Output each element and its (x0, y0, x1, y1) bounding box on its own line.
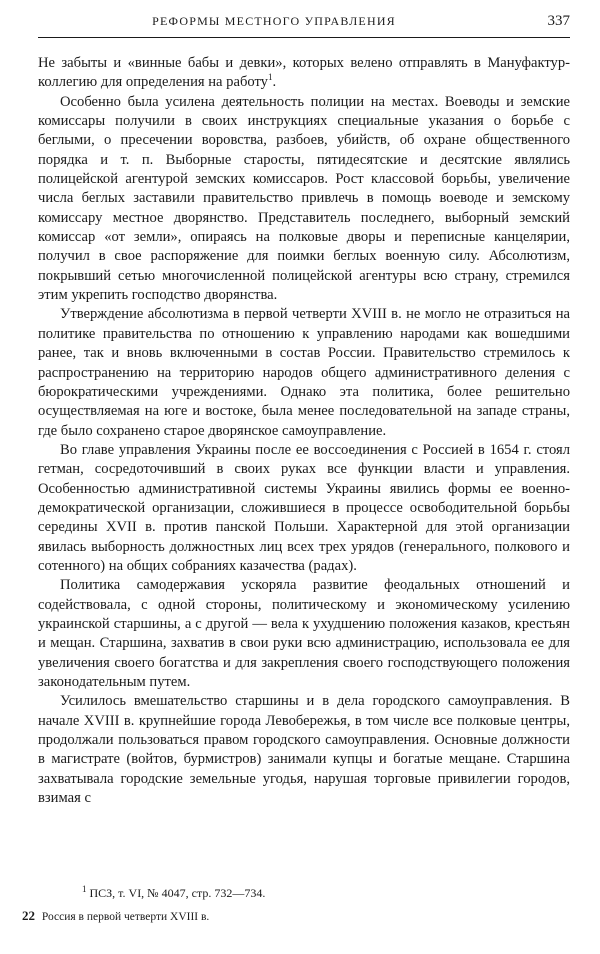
printer-signature (22, 908, 209, 924)
signature-text: Россия в первой четверти XVIII в. (41, 911, 210, 923)
paragraph: Утверждение абсолютизма в первой четверти XVIII в. не могло не отразиться на политике правительства по отношению к управлению народами как вошедшими ранее, так и вновь включенными в состав России. Правительство стремилось к распространению на территорию народов общего административного деления с бюрократическими учреждениями. Однако эта политика, более решительно осуществляемая на юге и востоке, была менее последовательной на западе страны, где было сохранено старое дворянское самоуправление. (38, 306, 570, 439)
paragraph: Особенно была усилена деятельность полиции на местах. Воеводы и земские комиссары получили в своих инструкциях специальные указания о борьбе с беглыми, о пресечении воровства, разбоев, убийств, об охране общественного порядка и т. п. Выборные старосты, пятидесятские и десятские являлись полицейской агентурой земских комиссаров. Рост классовой борьбы, увеличение числа беглых заставили правительство привлечь в помощь воеводе и земскому комиссару местное дворянство. Представитель последнего, выборный земский комиссар «от земли», опираясь на полковые дворы и переписные канцелярии, получил в свое распоряжение для поимки беглых военную силу. Абсолютизм, покрывший сетью многочисленной полицейской агентуры всю страну, стремился этим укрепить господство дворянства. (38, 93, 570, 304)
header-title: РЕФОРМЫ МЕСТНОГО УПРАВЛЕНИЯ (152, 14, 396, 28)
footnote (38, 885, 570, 901)
footnote-number: 1 (82, 884, 87, 894)
paragraph-tail: . (272, 74, 277, 91)
paragraph-text: Не забыты и «винные бабы и девки», которых велено отправлять в Мануфактур-коллегию для определения на работу (38, 55, 570, 91)
page-number: 337 (547, 13, 570, 29)
body-text (38, 54, 570, 808)
footnote-reference[interactable]: 1 (267, 72, 273, 83)
header-rule (38, 37, 570, 38)
running-header (38, 14, 570, 34)
footnote-text: ПСЗ, т. VI, № 4047, стр. 732—734. (89, 886, 266, 900)
paragraph: Политика самодержавия ускоряла развитие феодальных отношений и содействовала, с одной стороны, политическому и экономическому усилению украинской старшины, а с другой — вела к ухудшению положения казаков, крестьян и мещан. Старшина, захватив в свои руки всю администрацию, использовала ее для увеличения своего богатства и для закрепления своего господствующего положения законодательным путем. (38, 577, 570, 690)
signature-number: 22 (22, 908, 35, 923)
paragraph: Во главе управления Украины после ее воссоединения с Россией в 1654 г. стоял гетман, сосредоточивший в своих руках все функции власти и управления. Особенностью административной системы Украины явились формы ее военно-демократической организации, сложившиеся в процессе освободительной борьбы середины XVII в. против панской Польши. Характерной для этой организации явилась выборность должностных лиц всех трех урядов (генерального, полкового и сотенного) на общих собраниях казачества (радах). (38, 441, 570, 574)
paragraph (38, 54, 570, 93)
paragraph: Усилилось вмешательство старшины и в дела городского самоуправления. В начале XVIII в. крупнейшие города Левобережья, в том числе все полковые центры, продолжали пользоваться правом городского самоуправления. Основные должности в магистрате (войтов, бурмистров) занимали купцы и богатые мещане. Старшина захватывала городские земельные угодья, нарушая торговые привилегии городов, взимая с (38, 693, 570, 807)
